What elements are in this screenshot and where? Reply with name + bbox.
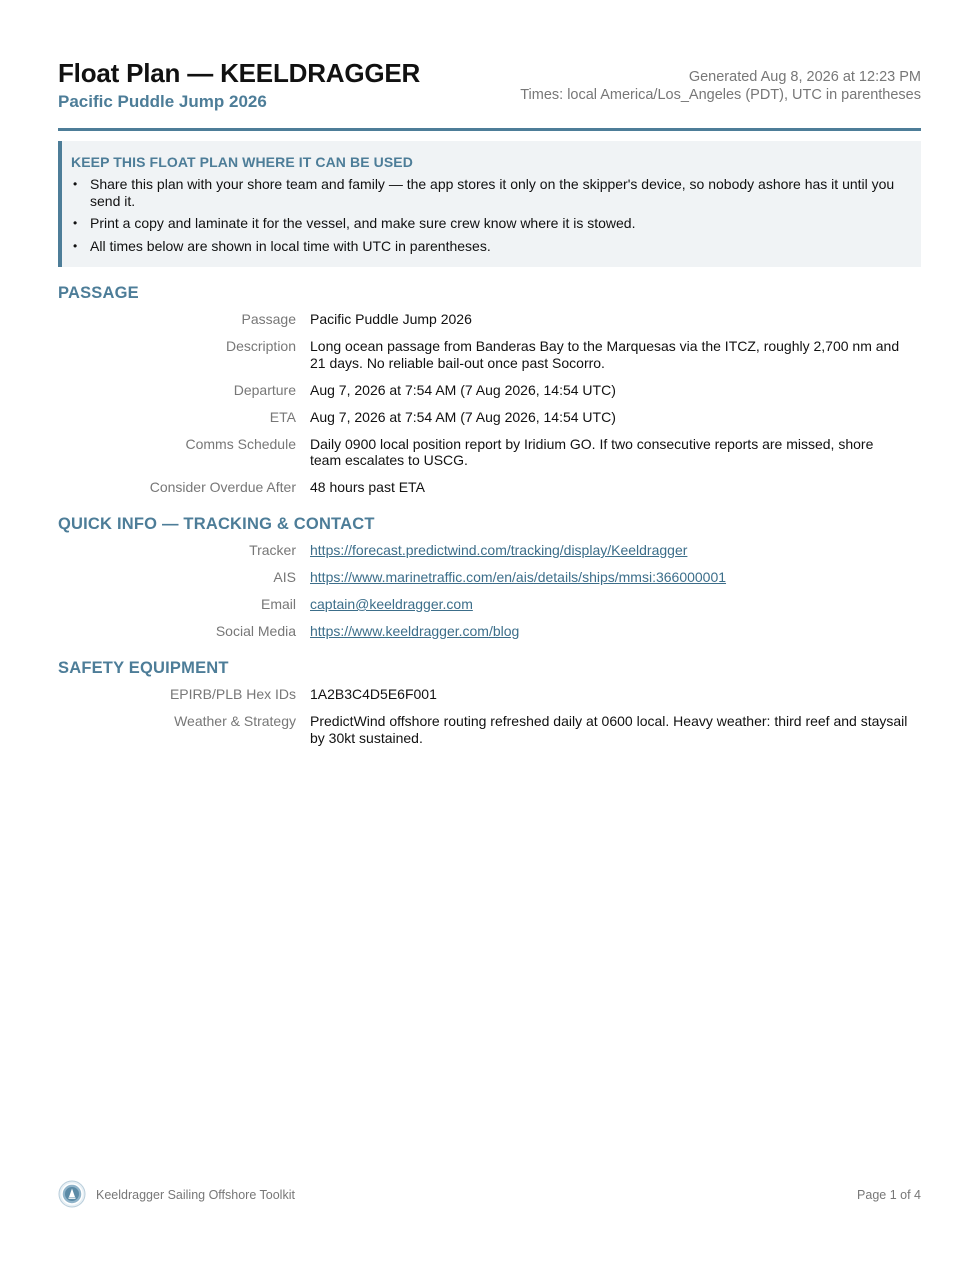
detail-row <box>58 596 921 613</box>
departure-value: Aug 7, 2026 at 7:54 AM (7 Aug 2026, 14:54 UTC) <box>310 381 616 398</box>
row-label: Social Media <box>215 623 296 639</box>
safety-section <box>58 659 921 757</box>
comms-schedule-value: Daily 0900 local position report by Iridium GO. If two consecutive reports are missed, shore team escalates to USCG. <box>310 435 874 468</box>
detail-row <box>58 713 921 746</box>
notice-item <box>71 238 907 255</box>
row-label: Tracker <box>249 542 296 558</box>
generated-timestamp: Generated Aug 8, 2026 at 12:23 PM <box>688 69 921 85</box>
email-link[interactable]: captain@keeldragger.com <box>310 596 473 612</box>
section-title: QUICK INFO — TRACKING & CONTACT <box>58 515 375 533</box>
bullet-icon: • <box>73 177 78 191</box>
social-media-link[interactable]: https://www.keeldragger.com/blog <box>310 623 520 639</box>
row-label: Weather & Strategy <box>174 713 296 729</box>
notice-item <box>71 215 907 232</box>
notice-item-text: All times below are shown in local time with UTC in parentheses. <box>90 237 491 254</box>
document-title: Float Plan — KEELDRAGGER <box>58 58 421 88</box>
notice-item-text: Share this plan with your shore team and family — the app stores it only on the skipper's device, so nobody ashore has it until you send it. <box>90 176 895 209</box>
sailboat-compass-icon <box>58 1180 86 1208</box>
section-title: PASSAGE <box>58 284 139 302</box>
notice-item-text: Print a copy and laminate it for the vessel, and make sure crew know where it is stowed. <box>90 215 636 231</box>
epirb-value: 1A2B3C4D5E6F001 <box>310 686 437 702</box>
detail-row <box>58 311 921 328</box>
detail-row <box>58 409 921 426</box>
detail-row <box>58 542 921 559</box>
row-value-cell <box>310 542 908 559</box>
detail-row <box>58 623 921 640</box>
notice-title: KEEP THIS FLOAT PLAN WHERE IT CAN BE USED <box>71 154 413 170</box>
row-label: Description <box>225 338 296 354</box>
notice-list <box>71 176 907 254</box>
row-label: EPIRB/PLB Hex IDs <box>169 686 296 702</box>
bullet-icon: • <box>73 238 78 253</box>
row-value-cell <box>310 623 908 640</box>
passage-section <box>58 284 921 506</box>
row-value-cell <box>310 596 908 613</box>
row-value-cell <box>310 569 908 586</box>
document-header <box>58 56 921 131</box>
bullet-icon: • <box>73 216 78 230</box>
row-label: Comms Schedule <box>185 435 296 452</box>
notice-box <box>58 141 921 267</box>
detail-row <box>58 686 921 703</box>
detail-row <box>58 479 921 496</box>
description-value: Long ocean passage from Banderas Bay to the Marquesas via the ITCZ, roughly 2,700 nm and 21 days. No reliable bail-out once past Socorro. <box>310 338 900 371</box>
footer-app-name: Keeldragger Sailing Offshore Toolkit <box>96 1188 295 1202</box>
tracker-link[interactable]: https://forecast.predictwind.com/tracking/display/Keeldragger <box>310 542 688 558</box>
page-number: Page 1 of 4 <box>857 1188 921 1202</box>
passage-name-value: Pacific Puddle Jump 2026 <box>310 311 472 327</box>
ais-link[interactable]: https://www.marinetraffic.com/en/ais/details/ships/mmsi:366000001 <box>310 569 727 585</box>
float-plan-page <box>58 0 921 1267</box>
tracking-section <box>58 515 921 650</box>
row-label: ETA <box>269 408 296 425</box>
detail-row <box>58 382 921 399</box>
row-label: Consider Overdue After <box>149 479 296 495</box>
detail-row <box>58 436 921 469</box>
weather-strategy-value: PredictWind offshore routing refreshed daily at 0600 local. Heavy weather: third reef and staysail by 30kt sustained. <box>310 713 908 746</box>
header-meta <box>520 68 921 104</box>
eta-value: Aug 7, 2026 at 7:54 AM (7 Aug 2026, 14:54 UTC) <box>310 408 616 425</box>
detail-row <box>58 338 921 371</box>
page-footer <box>58 1180 921 1210</box>
row-label: Email <box>260 596 296 612</box>
overdue-value: 48 hours past ETA <box>310 479 425 495</box>
document-subtitle: Pacific Puddle Jump 2026 <box>58 92 267 111</box>
detail-row <box>58 569 921 586</box>
section-title: SAFETY EQUIPMENT <box>58 659 229 677</box>
row-label: AIS <box>273 569 296 585</box>
timezone-note: Times: local America/Los_Angeles (PDT), UTC in parentheses <box>520 87 921 103</box>
row-label: Departure <box>233 381 296 398</box>
row-label: Passage <box>241 311 296 327</box>
notice-item <box>71 176 907 209</box>
